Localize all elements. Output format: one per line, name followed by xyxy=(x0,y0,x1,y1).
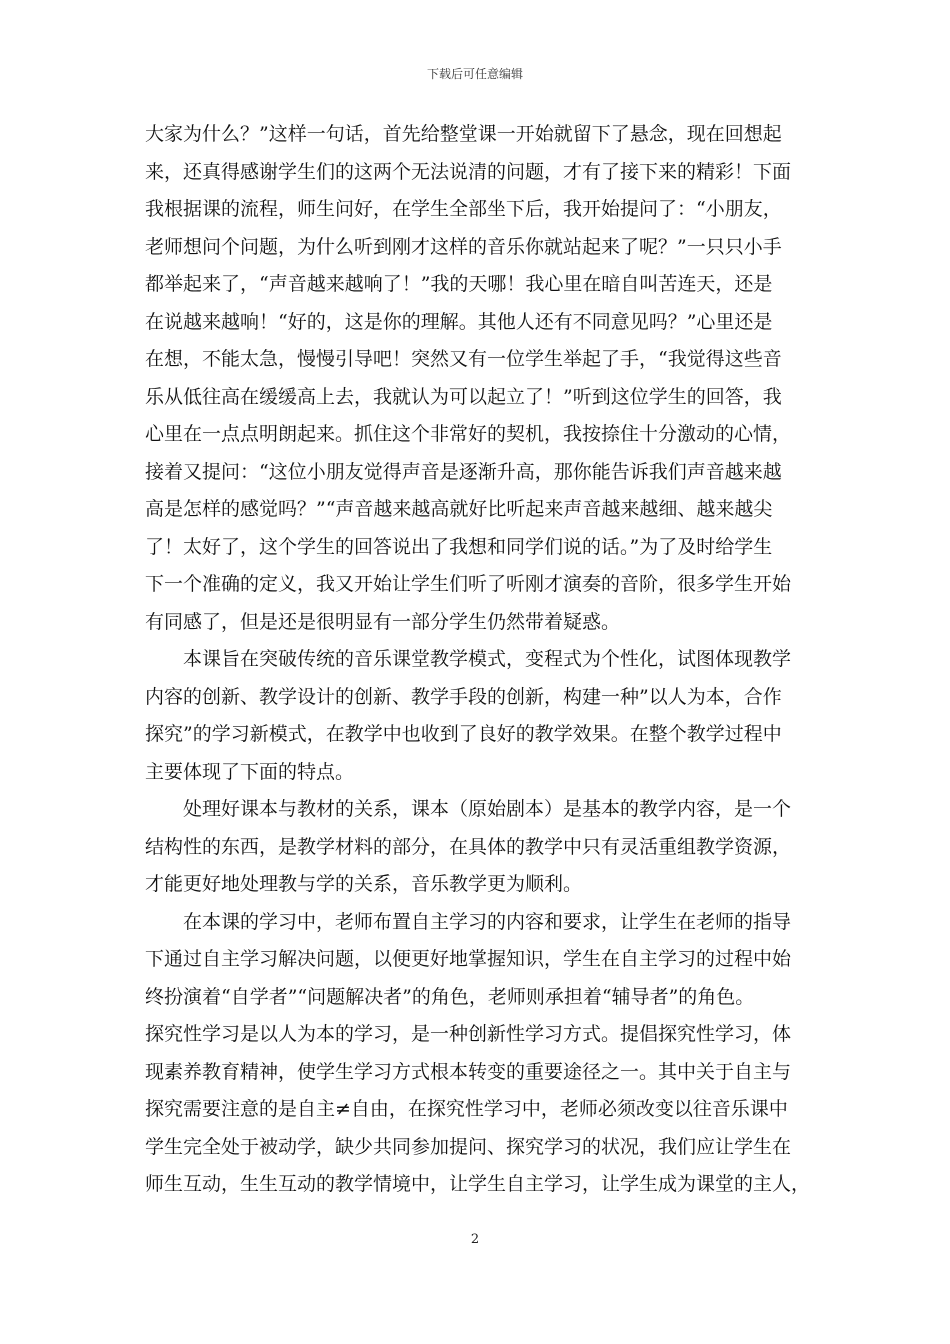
paragraph-start-line: 处理好课本与教材的关系，课本（原始剧本）是基本的教学内容，是一个 xyxy=(183,798,792,820)
text-line: 接着又提问：“这位小朋友觉得声音是逐渐升高，那你能告诉我们声音越来越 xyxy=(145,460,782,483)
text-line: 内容的创新、教学设计的创新、教学手段的创新，构建一种”以人为本，合作 xyxy=(145,685,782,708)
paragraph-start-line: 本课旨在突破传统的音乐课堂教学模式，变程式为个性化，试图体现教学 xyxy=(183,648,792,670)
text-line: 乐从低往高在缓缓高上去，我就认为可以起立了！”听到这位学生的回答，我 xyxy=(145,385,782,408)
text-line: 有同感了，但是还是很明显有一部分学生仍然带着疑惑。 xyxy=(145,610,621,633)
text-line: 心里在一点点明朗起来。抓住这个非常好的契机，我按捺住十分激动的心情， xyxy=(145,423,792,445)
text-line: 现素养教育精神，使学生学习方式根本转变的重要途径之一。其中关于自主与 xyxy=(145,1060,792,1083)
text-line: 才能更好地处理教与学的关系，音乐教学更为顺利。 xyxy=(145,873,583,895)
text-line: 都举起来了，“声音越来越响了！”我的天哪！我心里在暗自叫苦连天，还是 xyxy=(145,273,773,295)
text-line: 探究性学习是以人为本的学习，是一种创新性学习方式。提倡探究性学习，体 xyxy=(145,1023,792,1045)
text-line: 学生完全处于被动学，缺少共同参加提问、探究学习的状况，我们应让学生在 xyxy=(145,1135,792,1158)
text-line: 大家为什么？”这样一句话，首先给整堂课一开始就留下了悬念，现在回想起 xyxy=(145,123,782,145)
text-line: 下一个准确的定义，我又开始让学生们听了听刚才演奏的音阶，很多学生开始 xyxy=(145,573,792,595)
page-header: 下载后可任意编辑 xyxy=(426,67,523,81)
text-line: 探究”的学习新模式，在教学中也收到了良好的教学效果。在整个教学过程中 xyxy=(145,723,782,745)
page-number: 2 xyxy=(470,1232,480,1247)
text-line: 在想，不能太急，慢慢引导吧！突然又有一位学生举起了手，“我觉得这些音 xyxy=(145,348,782,370)
paragraph-start-line: 在本课的学习中，老师布置自主学习的内容和要求，让学生在老师的指导 xyxy=(183,910,792,933)
text-line: 探究需要注意的是自主≠自由，在探究性学习中，老师必须改变以往音乐课中 xyxy=(145,1098,788,1120)
text-line: 老师想问个问题，为什么听到刚才这样的音乐你就站起来了呢？”一只只小手 xyxy=(145,235,782,258)
text-line: 高是怎样的感觉吗？”“声音越来越高就好比听起来声音越来越细、越来越尖 xyxy=(145,498,773,520)
document-body xyxy=(145,116,813,1204)
text-line: 下通过自主学习解决问题，以便更好地掌握知识，学生在自主学习的过程中始 xyxy=(145,948,792,970)
text-line: 来，还真得感谢学生们的这两个无法说清的问题，才有了接下来的精彩！下面 xyxy=(145,160,792,183)
text-line: 在说越来越响！“好的，这是你的理解。其他人还有不同意见吗？”心里还是 xyxy=(145,310,773,333)
text-line: 了！太好了，这个学生的回答说出了我想和同学们说的话。”为了及时给学生 xyxy=(145,535,773,558)
text-line: 师生互动，生生互动的教学情境中，让学生自主学习，让学生成为课堂的主人， xyxy=(145,1173,811,1195)
text-line: 主要体现了下面的特点。 xyxy=(145,760,355,783)
text-line: 终扮演着“自学者”“问题解决者”的角色，老师则承担着“辅导者”的角色。 xyxy=(145,985,755,1008)
text-line: 结构性的东西，是教学材料的部分，在具体的教学中只有灵活重组教学资源， xyxy=(145,835,792,858)
text-line: 我根据课的流程，师生问好，在学生全部坐下后，我开始提问了：“小朋友， xyxy=(145,198,782,220)
